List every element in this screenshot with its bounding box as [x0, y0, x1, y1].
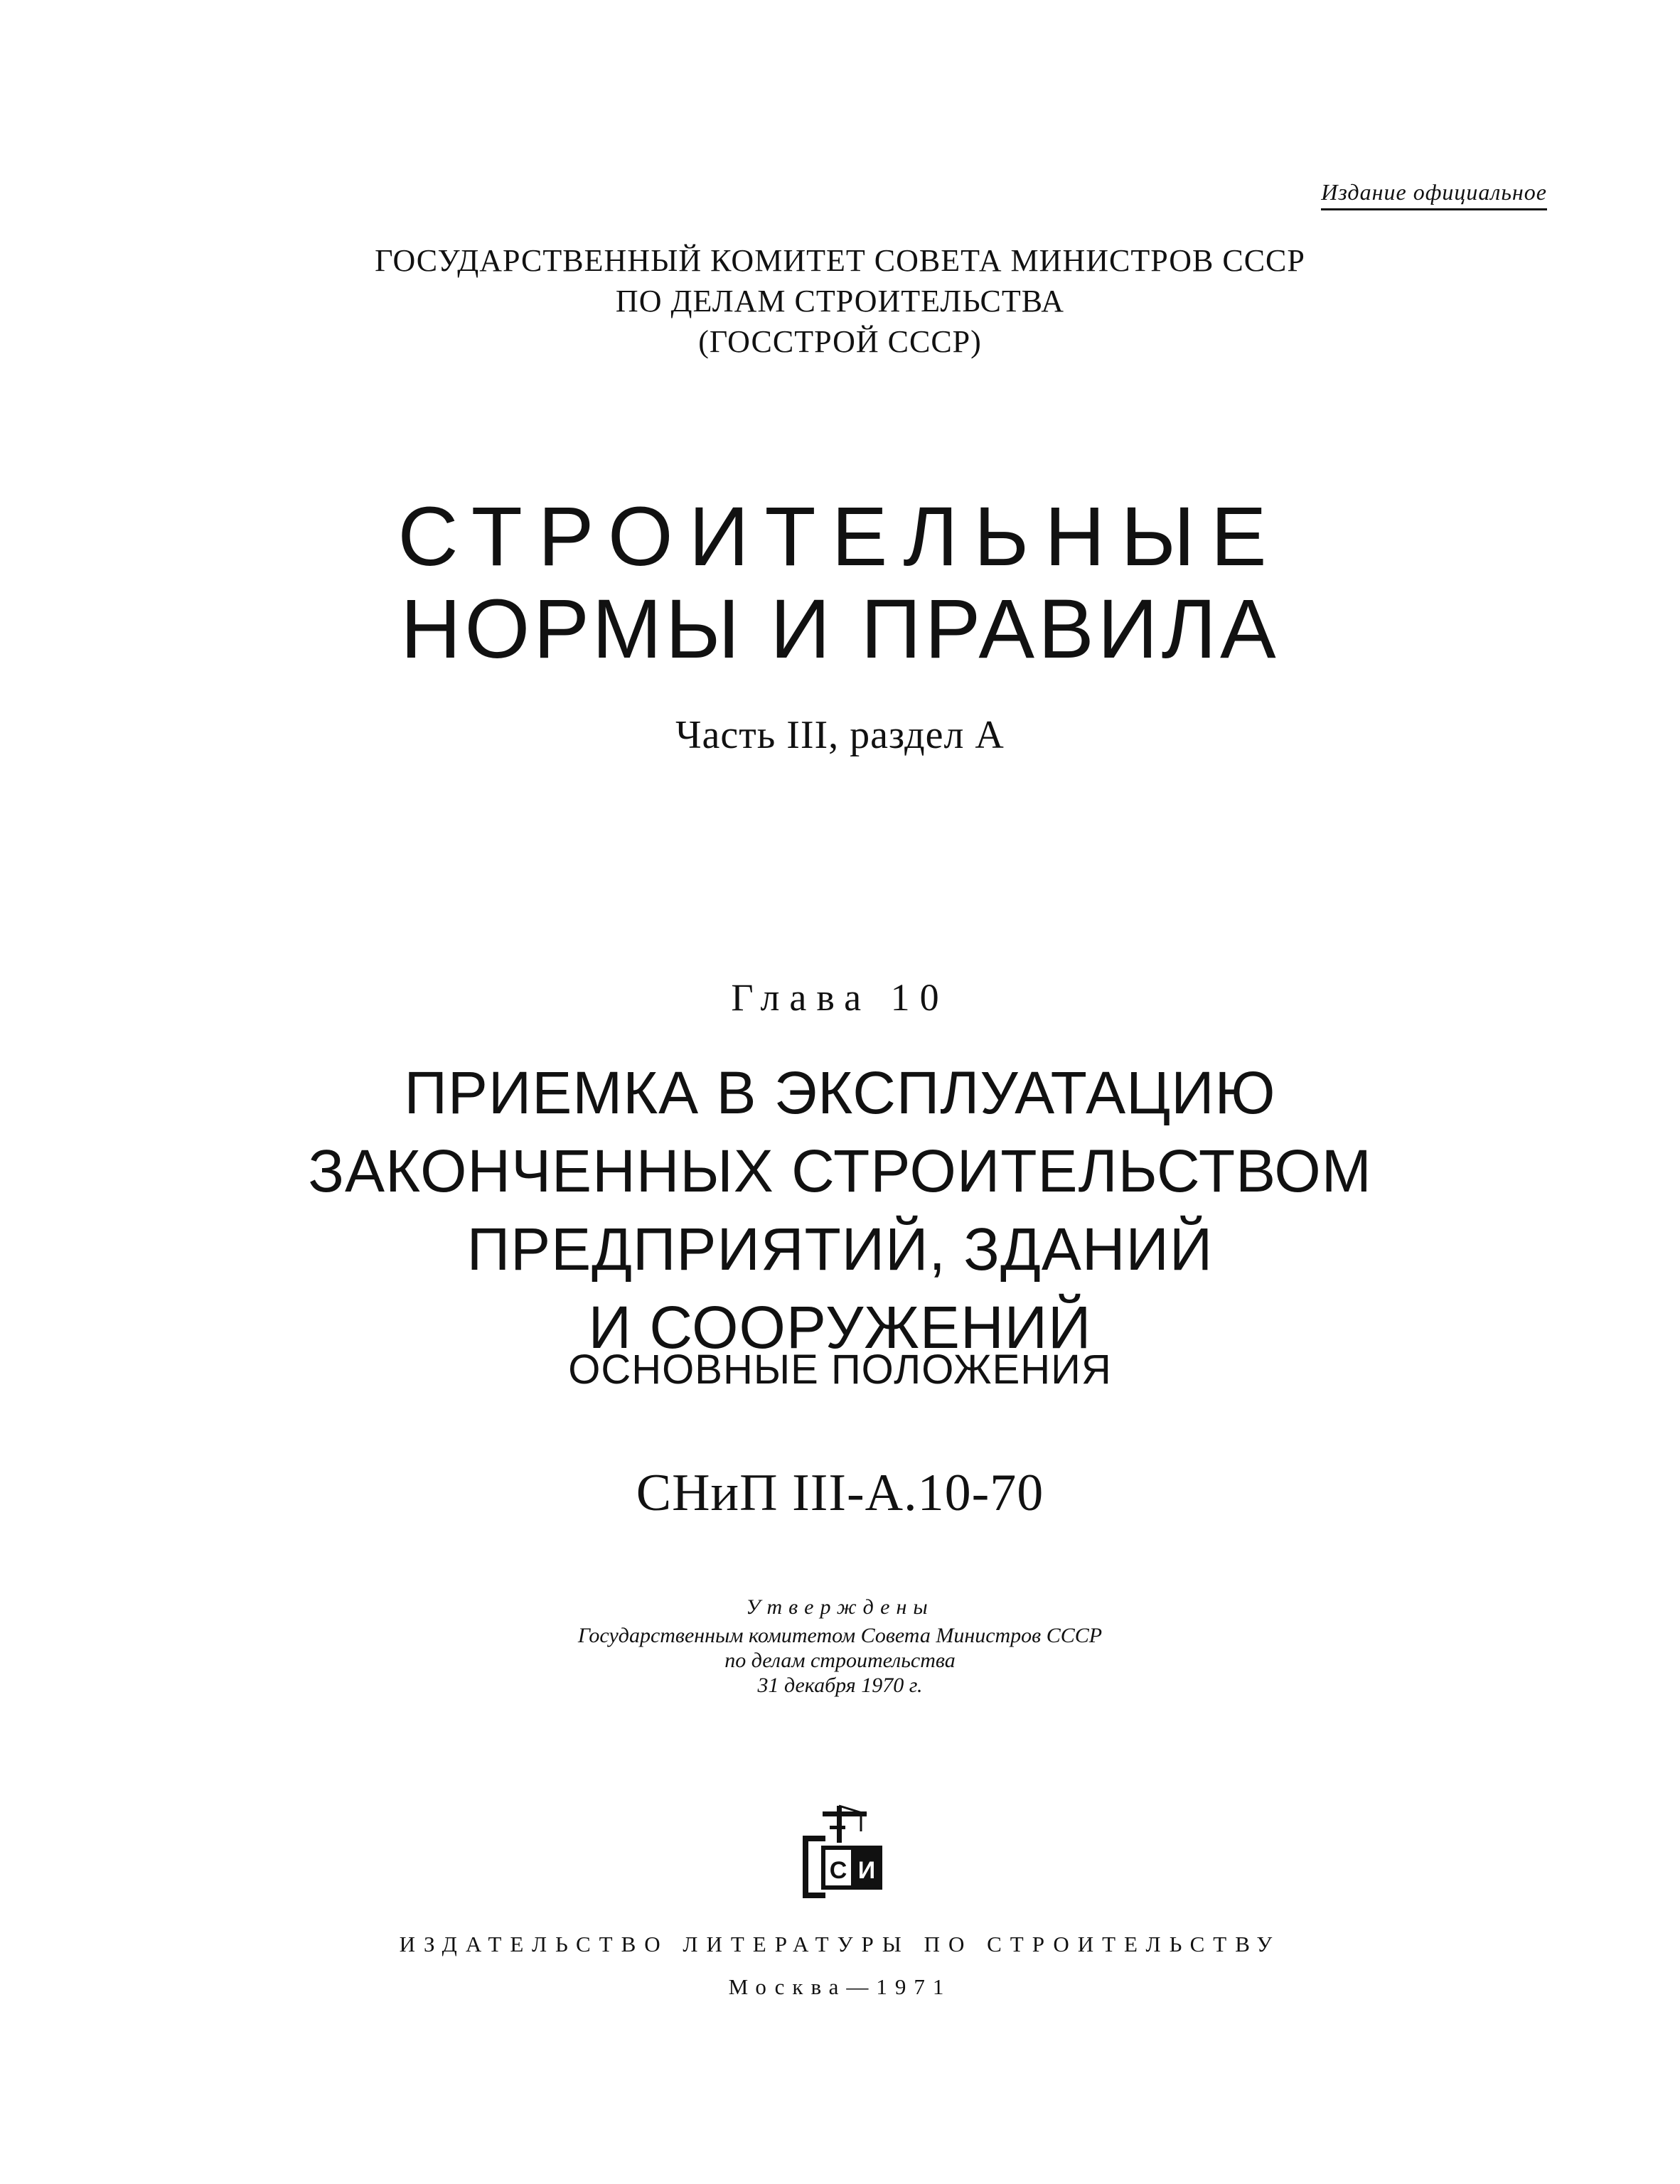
subject-line-2: ЗАКОНЧЕННЫХ СТРОИТЕЛЬСТВОМ — [308, 1138, 1372, 1204]
part-section-label: Часть III, раздел А — [675, 713, 1005, 757]
organization-line-2: ПО ДЕЛАМ СТРОИТЕЛЬСТВА — [615, 284, 1065, 318]
approval-heading: Утверждены — [746, 1595, 934, 1619]
approval-line-2: по делам строительства — [724, 1649, 956, 1672]
approval-line-1: Государственным комитетом Совета Министров СССР — [577, 1624, 1103, 1647]
document-code: СНиП III-А.10-70 — [636, 1464, 1044, 1522]
basics-subtitle: ОСНОВНЫЕ ПОЛОЖЕНИЯ — [568, 1347, 1112, 1393]
document-title-line-2: НОРМЫ И ПРАВИЛА — [400, 582, 1280, 676]
city-year: Москва—1971 — [728, 1974, 952, 1999]
edition-label: Издание официальное — [1321, 179, 1547, 210]
publisher-name: ИЗДАТЕЛЬСТВО ЛИТЕРАТУРЫ ПО СТРОИТЕЛЬСТВУ — [399, 1932, 1281, 1956]
subject-line-4: И СООРУЖЕНИЙ — [588, 1294, 1092, 1361]
document-title-line-1: СТРОИТЕЛЬНЫЕ — [397, 490, 1283, 584]
publisher-logo-icon — [801, 1804, 885, 1900]
organization-line-1: ГОСУДАРСТВЕННЫЙ КОМИТЕТ СОВЕТА МИНИСТРОВ СССР — [375, 243, 1305, 278]
subject-line-3: ПРЕДПРИЯТИЙ, ЗДАНИЙ — [466, 1216, 1214, 1283]
logo-letter-left: С — [829, 1857, 847, 1884]
organization-line-3: (ГОССТРОЙ СССР) — [698, 324, 982, 359]
approval-line-3: 31 декабря 1970 г. — [757, 1674, 923, 1697]
subject-line-1: ПРИЕМКА В ЭКСПЛУАТАЦИЮ — [404, 1059, 1276, 1126]
logo-letter-right: И — [857, 1857, 876, 1884]
chapter-label: Глава 10 — [731, 976, 949, 1019]
